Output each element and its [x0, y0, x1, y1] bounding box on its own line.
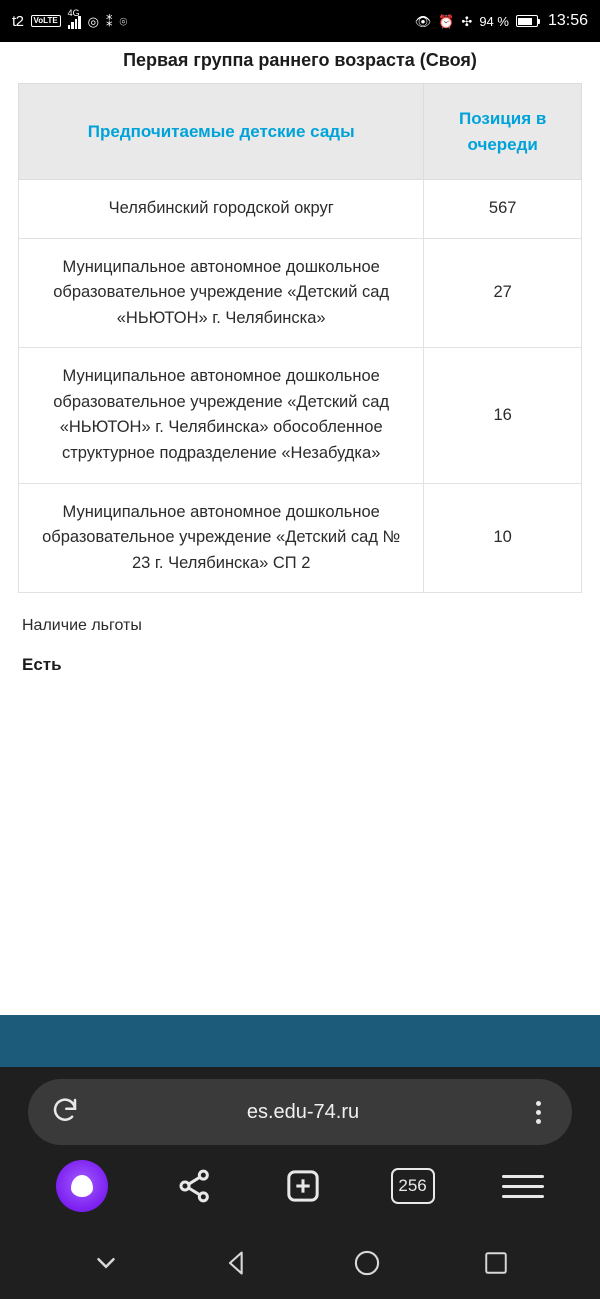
status-bar [0, 0, 600, 42]
browser-chrome [0, 1067, 600, 1227]
column-header-kindergartens: Предпочитаемые детские сады [19, 84, 424, 180]
home-circle-icon[interactable] [353, 1249, 381, 1277]
table-row [19, 483, 582, 593]
benefit-label: Наличие льготы [22, 617, 142, 635]
url-text[interactable]: es.edu-74.ru [246, 1100, 360, 1123]
benefit-value: Есть [22, 655, 62, 675]
tabs-counter-button[interactable] [391, 1168, 435, 1204]
chevron-down-icon[interactable] [91, 1248, 121, 1278]
nfc-icon: ⁑ [106, 13, 113, 29]
status-bar-left [12, 7, 128, 33]
status-bar-right [415, 12, 588, 30]
reload-icon[interactable] [50, 1095, 80, 1130]
new-tab-icon[interactable] [283, 1166, 323, 1206]
browser-toolbar [0, 1145, 600, 1227]
page-footer-strip [0, 1015, 600, 1067]
queue-position: 567 [424, 180, 582, 239]
battery-percent-label: 94 % [479, 13, 509, 29]
battery-icon [516, 15, 538, 27]
system-navigation-bar [0, 1227, 600, 1299]
alarm-icon: ⏰ [438, 13, 455, 29]
queue-table [18, 83, 582, 593]
address-bar[interactable] [28, 1079, 572, 1145]
hamburger-menu-icon[interactable] [502, 1175, 544, 1198]
kindergarten-name: Муниципальное автономное дошкольное образовательное учреждение «Детский сад № 23 г. Челябинска» СП 2 [19, 483, 424, 593]
kindergarten-name: Муниципальное автономное дошкольное образовательное учреждение «Детский сад «НЬЮТОН» г. Челябинска» обособленное структурное подразделение «Незабудка» [19, 348, 424, 483]
alice-assistant-icon[interactable] [56, 1160, 108, 1212]
table-row [19, 238, 582, 348]
kindergarten-name: Челябинский городской округ [19, 180, 424, 239]
hotspot-icon: ◎ [87, 13, 100, 29]
table-row [19, 180, 582, 239]
queue-position: 27 [424, 238, 582, 348]
overflow-menu-icon[interactable] [526, 1101, 550, 1124]
share-icon[interactable] [175, 1166, 215, 1206]
bluetooth-icon: ✣ [461, 13, 473, 29]
table-row [19, 348, 582, 483]
queue-position: 16 [424, 348, 582, 483]
eye-icon: 👁 [414, 13, 432, 29]
queue-position: 10 [424, 483, 582, 593]
web-page-content [0, 42, 600, 1015]
page-title: Первая группа раннего возраста (Своя) [123, 50, 477, 70]
network-type-label: 4G [67, 7, 80, 18]
location-icon: ⌾ [119, 13, 128, 29]
signal-icon [67, 7, 81, 33]
carrier-label: t2 [12, 12, 24, 30]
recents-square-icon[interactable] [483, 1250, 509, 1276]
tabs-count-label[interactable]: 256 [391, 1168, 435, 1204]
column-header-position: Позиция в очереди [424, 84, 582, 180]
table-header-row [19, 84, 582, 180]
back-triangle-icon[interactable] [223, 1249, 251, 1277]
volte-badge: VoLTE [31, 15, 61, 27]
clock-label: 13:56 [547, 12, 588, 29]
kindergarten-name: Муниципальное автономное дошкольное образовательное учреждение «Детский сад «НЬЮТОН» г. Челябинска» [19, 238, 424, 348]
